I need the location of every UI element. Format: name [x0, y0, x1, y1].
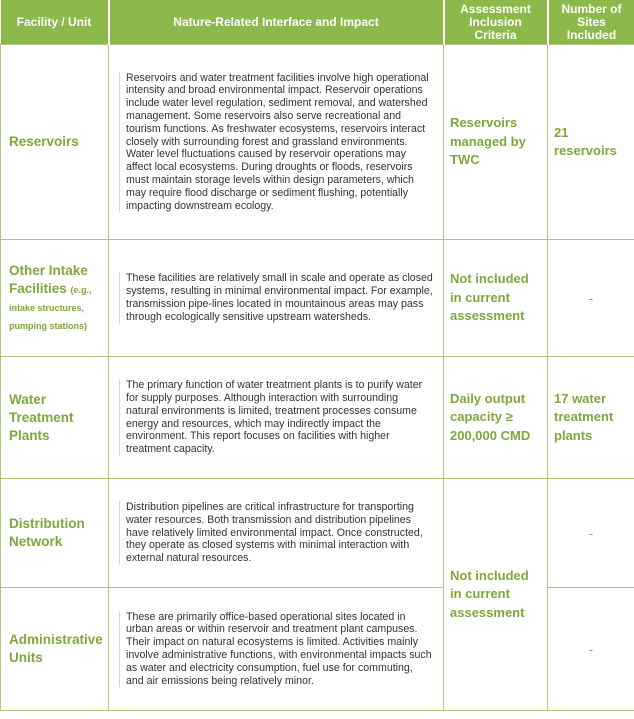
header-sites: Number of Sites Included [548, 0, 634, 45]
sites-cell: - [548, 479, 634, 588]
impact-cell [109, 240, 444, 357]
table-row [1, 240, 634, 357]
criteria-cell: Reservoirs managed by TWC [444, 45, 548, 240]
header-criteria: Assessment Inclusion Criteria [444, 0, 548, 45]
impact-cell [109, 45, 444, 240]
impact-text: The primary function of water treatment plants is to purify water for supply purposes. Although interaction with surrounding natural environments is limited, treatment processes consume energy and resources, which may indirectly impact the environment. This report focuses on facilities with higher treatment capacity. [119, 379, 437, 456]
impact-text: These are primarily office-based operational sites located in urban areas or within reservoir and treatment plant campuses. Their impact on natural ecosystems is limited. Activities mainly involve administrative functions, with environmental impacts such as water and electricity consumption, fuel use for commuting, and air emissions being relatively minor. [119, 611, 437, 688]
unit-note: (e.g., intake structures, pumping stations) [9, 285, 92, 331]
header-row [1, 0, 634, 45]
unit-cell: Administrative Units [1, 588, 109, 711]
unit-cell: Distribution Network [1, 479, 109, 588]
criteria-cell: Daily output capacity ≥ 200,000 CMD [444, 357, 548, 479]
sites-cell: 21 reservoirs [548, 45, 634, 240]
table-row [1, 45, 634, 240]
header-impact: Nature-Related Interface and Impact [109, 0, 444, 45]
sites-cell: - [548, 240, 634, 357]
unit-name: Other Intake Facilities [9, 263, 88, 296]
table-row [1, 479, 634, 588]
criteria-cell: Not included in current assessment [444, 479, 548, 711]
impact-text: Distribution pipelines are critical infrastructure for transporting water resources. Both transmission and distribution pipelines have relatively limited environmental impact. Once constructed, they operate as closed systems with minimal interaction with external natural resources. [119, 501, 437, 565]
unit-cell: Reservoirs [1, 45, 109, 240]
unit-cell: Water Treatment Plants [1, 357, 109, 479]
criteria-cell: Not included in current assessment [444, 240, 548, 357]
sites-cell: 17 water treatment plants [548, 357, 634, 479]
impact-text: These facilities are relatively small in scale and operate as closed systems, resulting in minimal environmental impact. For example, transmission pipe-lines located in mountainous areas may pass through ecologically sensitive upstream watersheds. [119, 272, 437, 323]
sites-cell: - [548, 588, 634, 711]
impact-cell [109, 588, 444, 711]
table-row [1, 357, 634, 479]
impact-cell [109, 479, 444, 588]
header-unit: Facility / Unit [1, 0, 109, 45]
unit-cell [1, 240, 109, 357]
impact-cell [109, 357, 444, 479]
impact-text: Reservoirs and water treatment facilities involve high operational intensity and broad environmental impact. Reservoir operations include water level regulation, sediment removal, and watershed management. Some reservoirs also serve recreational and tourism functions. As freshwater ecosystems, reservoirs interact closely with surrounding forest and grassland environments. Water level fluctuations caused by reservoir operations may affect local ecosystems. During droughts or floods, reservoirs must maintain storage levels within design parameters, which may require flood discharge or sediment flushing, potentially impacting downstream ecology. [119, 72, 437, 213]
